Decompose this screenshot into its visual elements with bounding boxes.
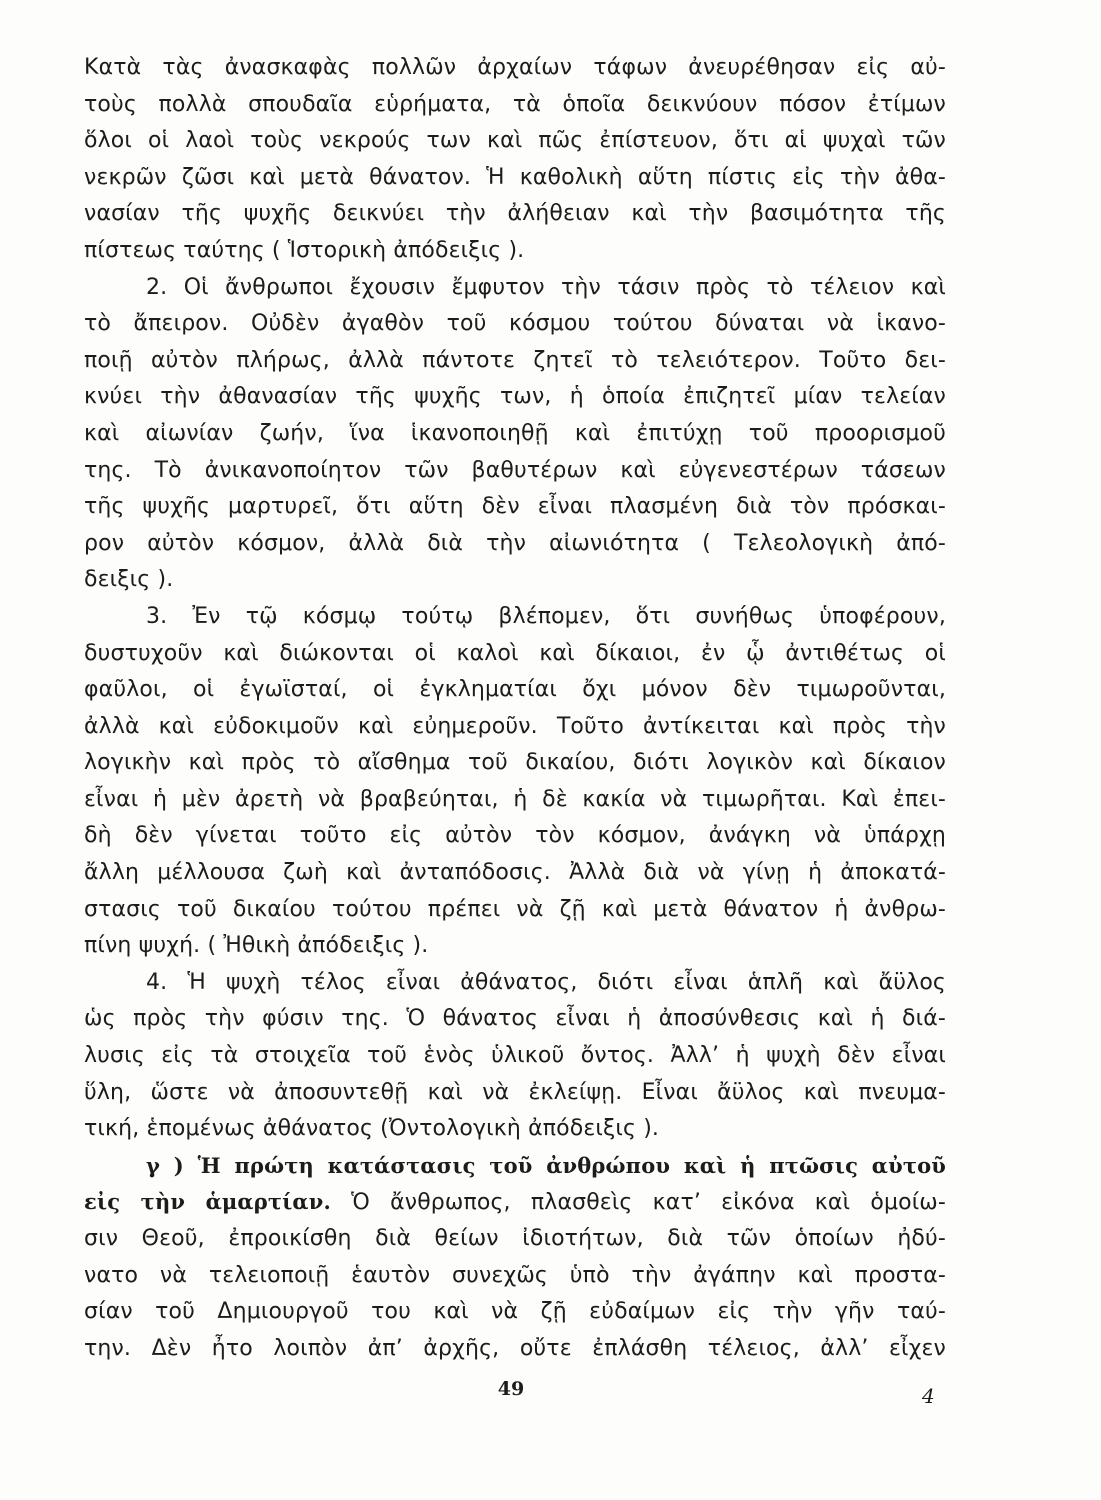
text-line: δυστυχοῦν καὶ διώκονται οἱ καλοὶ καὶ δίκαιοι, ἐν ᾧ ἀντιθέτως οἱ xyxy=(84,640,946,666)
text-line: της. Τὸ ἀνικανοποίητον τῶν βαθυτέρων καὶ εὐγενεστέρων τάσεων xyxy=(84,457,946,483)
text-line: φαῦλοι, οἱ ἐγωϊσταί, οἱ ἐγκληματίαι ὄχι μόνον δὲν τιμωροῦνται, xyxy=(84,677,946,703)
text-line: ποιῇ αὐτὸν πλήρως, ἀλλὰ πάντοτε ζητεῖ τὸ τελειότερον. Τοῦτο δει- xyxy=(84,347,946,373)
text-line: δὴ δὲν γίνεται τοῦτο εἰς αὐτὸν τὸν κόσμον, ἀνάγκη νὰ ὑπάρχῃ xyxy=(84,823,946,849)
text-line: κνύει τὴν ἀθανασίαν τῆς ψυχῆς των, ἡ ὁποία ἐπιζητεῖ μίαν τελείαν xyxy=(84,384,946,410)
body-text xyxy=(84,50,946,1367)
text-line: σίαν τοῦ Δημιουργοῦ του καὶ νὰ ζῇ εὐδαίμων εἰς τὴν γῆν ταύ- xyxy=(84,1299,946,1325)
text-line: Κατὰ τὰς ἀνασκαφὰς πολλῶν ἀρχαίων τάφων ἀνευρέθησαν εἰς αὐ- xyxy=(84,55,946,80)
signature-mark: 4 xyxy=(922,1384,935,1408)
text-line: λογικὴν καὶ πρὸς τὸ αἴσθημα τοῦ δικαίου, διότι λογικὸν καὶ δίκαιον xyxy=(84,750,946,776)
text-line: ἀλλὰ καὶ εὐδοκιμοῦν καὶ εὐημεροῦν. Τοῦτο ἀντίκειται καὶ πρὸς τὴν xyxy=(84,713,946,739)
text-line: πίνη ψυχή. ( Ἠθικὴ ἀπόδειξις ). xyxy=(84,933,429,959)
text-line: ὡς πρὸς τὴν φύσιν της. Ὁ θάνατος εἶναι ἡ ἀποσύνθεσις καὶ ἡ διά- xyxy=(84,1006,946,1032)
text-line: νατο νὰ τελειοποιῇ ἑαυτὸν συνεχῶς ὑπὸ τὴν ἀγάπην καὶ προστα- xyxy=(84,1262,946,1288)
text-line: σιν Θεοῦ, ἐπροικίσθη διὰ θείων ἰδιοτήτων, διὰ τῶν ὁποίων ἠδύ- xyxy=(84,1226,946,1251)
text-line: ρον αὐτὸν κόσμον, ἀλλὰ διὰ τὴν αἰωνιότητα ( Τελεολογικὴ ἀπό- xyxy=(84,530,946,556)
text-line: δειξις ). xyxy=(84,567,174,593)
paragraph-2-start: 2. Οἱ ἄνθρωποι ἔχουσιν ἔμφυτον τὴν τάσιν πρὸς τὸ τέλειον καὶ xyxy=(146,274,946,300)
text-line: στασις τοῦ δικαίου τούτου πρέπει νὰ ζῇ καὶ μετὰ θάνατον ἡ ἀνθρω- xyxy=(84,896,946,922)
text-line: εἶναι ἡ μὲν ἀρετὴ νὰ βραβεύηται, ἡ δὲ κακία νὰ τιμωρῆται. Καὶ ἐπει- xyxy=(84,786,946,812)
text-line: νασίαν τῆς ψυχῆς δεικνύει τὴν ἀλήθειαν καὶ τὴν βασιμότητα τῆς xyxy=(84,201,946,227)
page-number: 49 xyxy=(497,1378,525,1400)
section-heading-cont: εἰς τὴν ἁμαρτίαν. xyxy=(84,1189,331,1215)
section-heading-cont-line xyxy=(84,1184,946,1221)
text-line: ἄλλη μέλλουσα ζωὴ καὶ ἀνταπόδοσις. Ἀλλὰ διὰ νὰ γίνῃ ἡ ἀποκατά- xyxy=(84,860,946,886)
text-line: τική, ἑπομένως ἀθάνατος (Ὀντολογικὴ ἀπόδειξις ). xyxy=(84,1116,660,1142)
text-line: ὕλη, ὥστε νὰ ἀποσυντεθῇ καὶ νὰ ἐκλείψῃ. Εἶναι ἄϋλος καὶ πνευμα- xyxy=(84,1079,946,1105)
text-line: την. Δὲν ἦτο λοιπὸν ἀπ’ ἀρχῆς, οὔτε ἐπλάσθη τέλειος, ἀλλ’ εἶχεν xyxy=(84,1335,946,1361)
text-line: καὶ αἰωνίαν ζωήν, ἵνα ἱκανοποιηθῇ καὶ ἐπιτύχῃ τοῦ προορισμοῦ xyxy=(84,420,946,446)
section-heading-line xyxy=(84,1148,946,1185)
paragraph-3-start: 3. Ἐν τῷ κόσμῳ τούτῳ βλέπομεν, ὅτι συνήθως ὑποφέρουν, xyxy=(146,603,946,629)
section-heading: γ ) Ἡ πρώτη κατάστασις τοῦ ἀνθρώπου καὶ ἡ πτῶσις αὐτοῦ xyxy=(146,1152,946,1178)
text-line: ὅλοι οἱ λαοὶ τοὺς νεκρούς των καὶ πῶς ἐπίστευον, ὅτι αἱ ψυχαὶ τῶν xyxy=(84,128,946,154)
text-line: νεκρῶν ζῶσι καὶ μετὰ θάνατον. Ἡ καθολικὴ αὕτη πίστις εἰς τὴν ἀθα- xyxy=(84,164,946,190)
text-line: τὸ ἄπειρον. Οὐδὲν ἀγαθὸν τοῦ κόσμου τούτου δύναται νὰ ἱκανο- xyxy=(84,311,946,337)
text-line: τῆς ψυχῆς μαρτυρεῖ, ὅτι αὕτη δὲν εἶναι πλασμένη διὰ τὸν πρόσκαι- xyxy=(84,494,946,520)
text-line-rest: Ὁ ἄνθρωπος, πλασθεὶς κατ’ εἰκόνα καὶ ὁμοίω- xyxy=(351,1190,946,1216)
text-line: πίστεως ταύτης ( Ἱστορικὴ ἀπόδειξις ). xyxy=(84,237,525,263)
paragraph-4-start: 4. Ἡ ψυχὴ τέλος εἶναι ἀθάνατος, διότι εἶναι ἁπλῆ καὶ ἄϋλος xyxy=(146,969,946,995)
text-line: λυσις εἰς τὰ στοιχεῖα τοῦ ἑνὸς ὑλικοῦ ὄντος. Ἀλλ’ ἡ ψυχὴ δὲν εἶναι xyxy=(84,1043,946,1069)
text-line: τοὺς πολλὰ σπουδαῖα εὑρήματα, τὰ ὁποῖα δεικνύουν πόσον ἐτίμων xyxy=(84,91,946,117)
